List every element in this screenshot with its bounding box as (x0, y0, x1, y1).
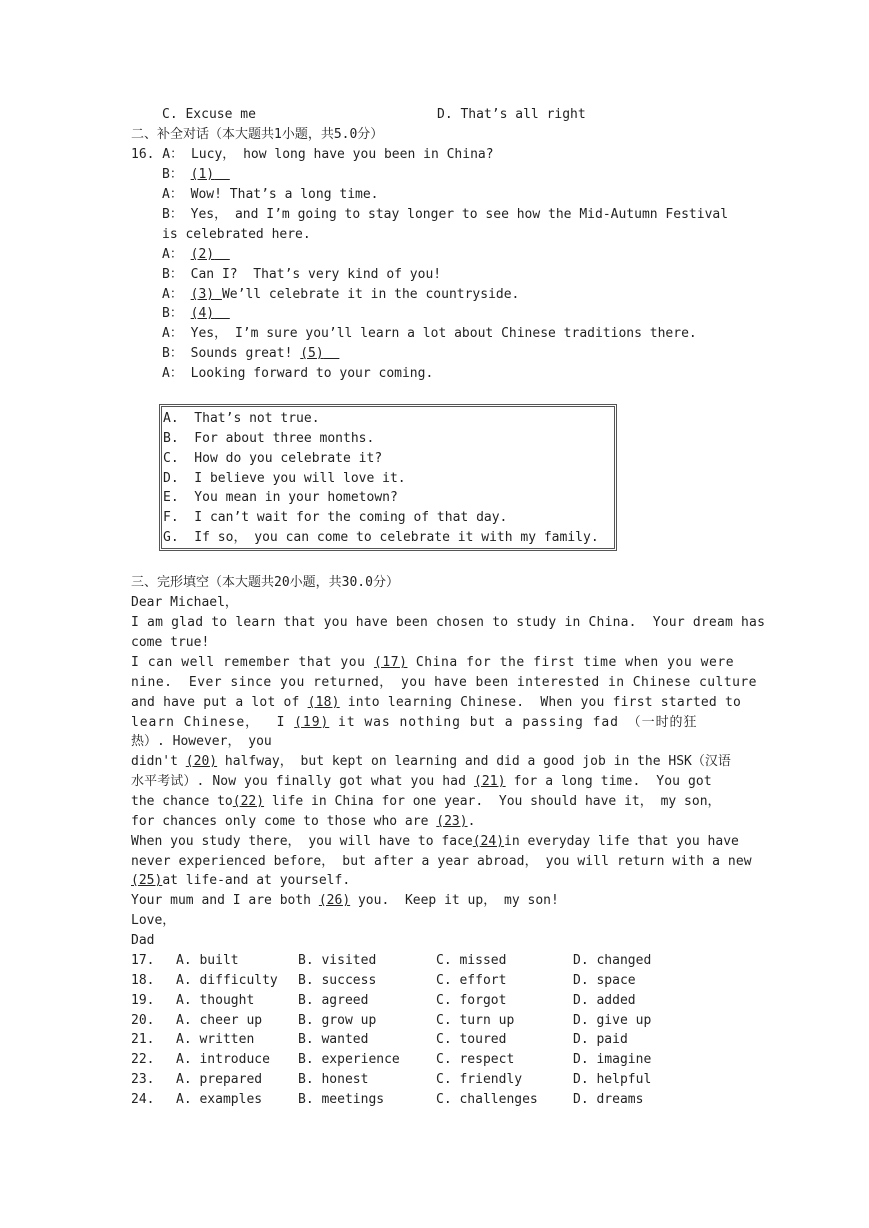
dialog-line: A： (3) We’ll celebrate it in the countryside. (162, 287, 520, 302)
dialog-line: A： (2) (162, 247, 215, 262)
question-option-d: D. added (573, 992, 636, 1008)
blank-5: (5) (300, 346, 324, 361)
question-option-c: C. respect (436, 1052, 515, 1068)
question-option-a: A. prepared (176, 1072, 263, 1088)
question-option-a: A. built (176, 953, 239, 968)
question-option-c: C. effort (436, 972, 507, 988)
blank-25: (25) (131, 873, 163, 888)
letter-line: never experienced before， but after a year abroad， you will return with a new (131, 854, 752, 869)
dialog-line: A： Looking forward to your coming. (162, 366, 434, 381)
letter-line: 水平考试）. Now you finally got what you had (21) for a long time. You got (131, 774, 712, 789)
question-option-b: B. grow up (298, 1012, 377, 1028)
section3-heading: 三、完形填空（本大题共20小题，共30.0分） (131, 575, 399, 590)
letter-line: come true! (131, 635, 210, 650)
blank-3: (3) (190, 287, 215, 302)
blank-2: (2) (190, 247, 215, 262)
prev-option-c: C. Excuse me (162, 107, 256, 122)
choice-d: D. I believe you will love it. (163, 471, 406, 486)
question-option-c: C. toured (436, 1032, 507, 1048)
question-option-b: B. success (298, 972, 377, 988)
question-option-a: A. examples (176, 1092, 263, 1108)
question-option-c: C. challenges (436, 1092, 538, 1108)
choice-c: C. How do you celebrate it? (163, 451, 383, 466)
question-option-c: C. friendly (436, 1072, 523, 1088)
blank-17: (17) (373, 655, 408, 670)
dialog-line: B： (4) (162, 306, 215, 321)
question-number: 19. (131, 992, 155, 1008)
blank-26: (26) (318, 893, 351, 908)
question-option-b: B. honest (298, 1072, 369, 1088)
question-number: 23. (131, 1072, 155, 1088)
blank-19: (19) (294, 715, 330, 730)
letter-line: I am glad to learn that you have been chosen to study in China. Your dream has (131, 615, 766, 630)
dialog-line: B： Sounds great! (5) (162, 346, 324, 361)
letter-line: for chances only come to those who are (23). (131, 814, 476, 829)
choice-f: F. I can’t wait for the coming of that day. (163, 510, 508, 525)
dialog-line: B： Yes， and I’m going to stay longer to see how the Mid-Autumn Festival (162, 207, 729, 222)
question-option-d: D. dreams (573, 1092, 644, 1108)
dialog-line: 16. A： Lucy， how long have you been in China? (131, 147, 494, 162)
question-option-a: A. difficulty (176, 972, 278, 988)
question-number: 24. (131, 1092, 155, 1108)
dialog-line: is celebrated here. (162, 227, 311, 242)
dialog-line: A： Yes， I’m sure you’ll learn a lot about Chinese traditions there. (162, 326, 697, 341)
question-option-d: D. paid (573, 1032, 628, 1048)
question-option-b: B. experience (298, 1052, 400, 1068)
blank-23: (23) (436, 814, 468, 829)
letter-line: 热）. However， you (131, 734, 272, 749)
letter-signature: Dad (131, 933, 155, 948)
letter-line: the chance to(22) life in China for one year. You should have it， my son， (131, 794, 721, 809)
question-option-b: B. wanted (298, 1032, 369, 1048)
question-option-d: D. imagine (573, 1052, 652, 1068)
blank-1: (1) (190, 167, 215, 182)
section2-heading: 二、补全对话（本大题共1小题，共5.0分） (131, 127, 384, 142)
prev-option-d: D. That’s all right (437, 107, 586, 122)
letter-closing: Love， (131, 913, 176, 928)
question-option-a: A. introduce (176, 1052, 270, 1068)
choice-e: E. You mean in your hometown? (163, 490, 398, 505)
letter-line: didn't (20) halfway， but kept on learning and did a good job in the HSK（汉语 (131, 754, 731, 769)
letter-line: When you study there， you will have to face(24)in everyday life that you have (131, 834, 739, 849)
dialog-line: B： (1) (162, 167, 215, 182)
question-number: 17. (131, 953, 155, 968)
letter-salutation: Dear Michael， (131, 595, 238, 610)
blank-4: (4) (190, 306, 215, 321)
question-number: 18. (131, 972, 155, 988)
blank-20: (20) (185, 754, 218, 769)
blank-21: (21) (473, 774, 506, 789)
choice-b: B. For about three months. (163, 431, 375, 446)
question-option-d: D. helpful (573, 1072, 652, 1088)
question-option-c: C. forgot (436, 992, 507, 1008)
question-option-d: D. give up (573, 1012, 652, 1028)
question-number: 22. (131, 1052, 155, 1068)
blank-24: (24) (472, 834, 505, 849)
letter-line: (25)at life-and at yourself. (131, 873, 351, 888)
choice-g: G. If so， you can come to celebrate it with my family. (163, 530, 599, 545)
letter-line: I can well remember that you (17) China for the first time when you were (131, 655, 735, 670)
letter-line: Your mum and I are both (26) you. Keep it up， my son! (131, 893, 559, 908)
question-option-a: A. written (176, 1032, 255, 1048)
question-option-c: C. missed (436, 953, 507, 968)
letter-line: and have put a lot of (18) into learning Chinese. When you first started to (131, 695, 742, 710)
question-option-b: B. agreed (298, 992, 369, 1008)
choice-a: A. That’s not true. (163, 411, 320, 426)
question-number: 21. (131, 1032, 155, 1048)
question-option-d: D. space (573, 972, 636, 988)
question-option-c: C. turn up (436, 1012, 515, 1028)
letter-line: learn Chinese， I (19) it was nothing but a passing fad （一时的狂 (131, 715, 698, 730)
blank-18: (18) (307, 695, 340, 710)
letter-line: nine. Ever since you returned， you have been interested in Chinese culture (131, 675, 757, 690)
question-option-b: B. visited (298, 953, 377, 968)
dialog-line: A： Wow! That’s a long time. (162, 187, 379, 202)
question-option-d: D. changed (573, 953, 652, 968)
blank-22: (22) (232, 794, 265, 809)
question-option-a: A. cheer up (176, 1012, 263, 1028)
dialog-line: B： Can I? That’s very kind of you! (162, 267, 442, 282)
question-number: 20. (131, 1012, 155, 1028)
question-option-a: A. thought (176, 992, 255, 1008)
question-option-b: B. meetings (298, 1092, 385, 1108)
